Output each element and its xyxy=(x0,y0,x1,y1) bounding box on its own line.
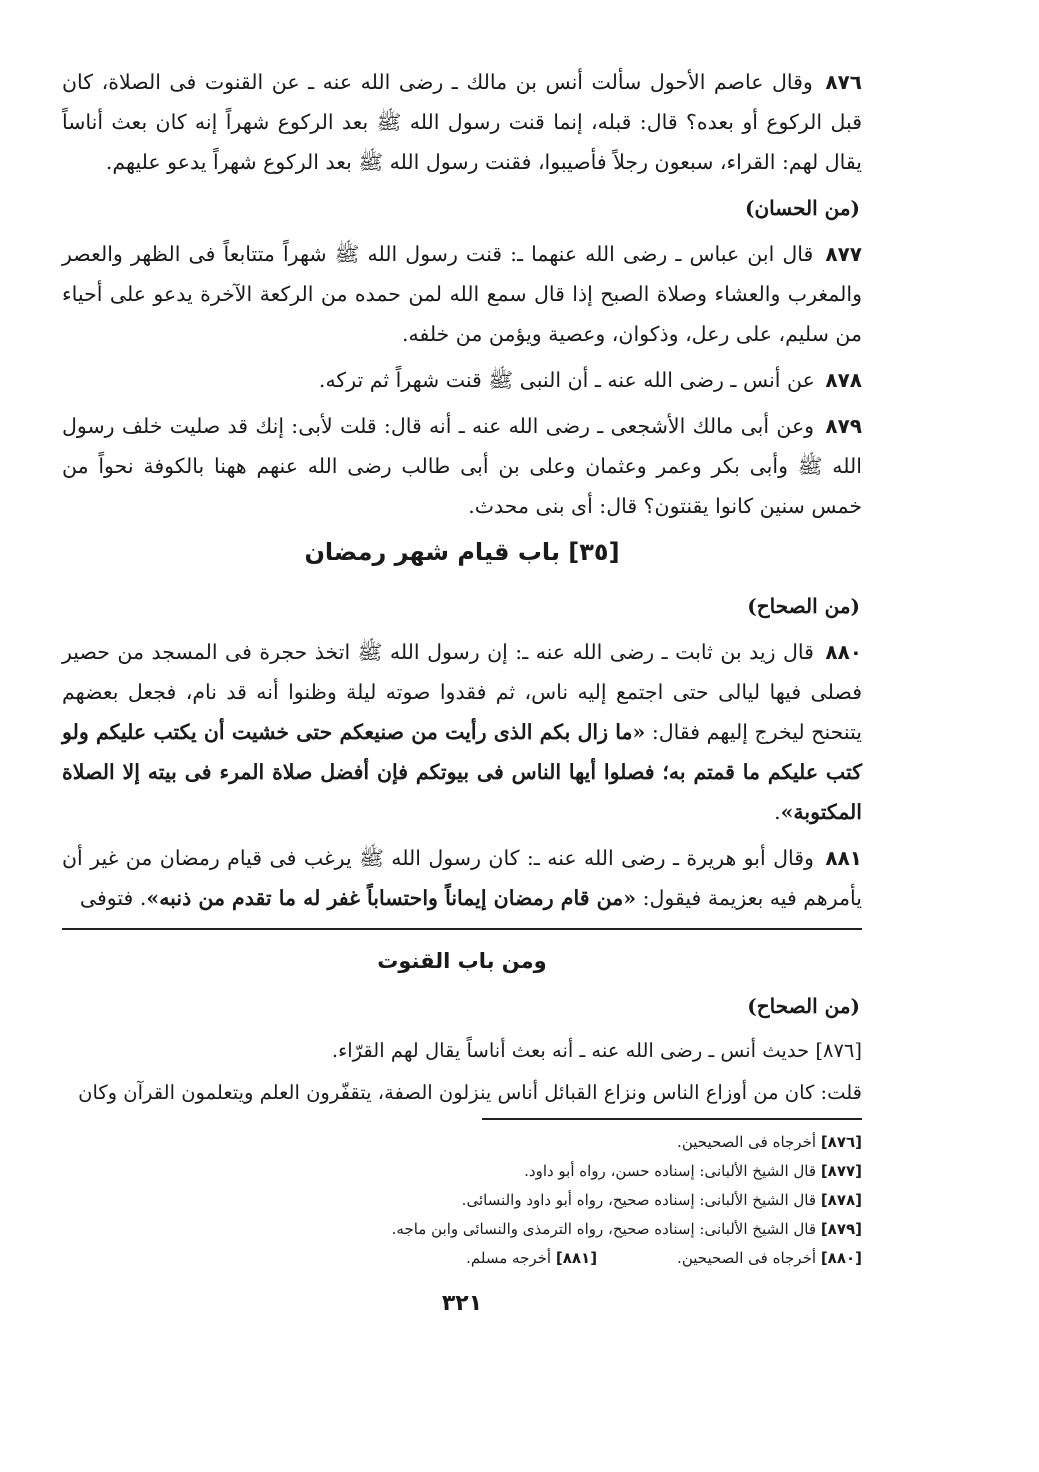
document-page xyxy=(62,62,862,1316)
footnote-text: أخرجه مسلم. xyxy=(466,1249,552,1267)
hadith-text: وقال عاصم الأحول سألت أنس بن مالك ـ رضى الله عنه ـ عن القنوت فى الصلاة، كان قبل الركوع أو بعده؟ قال: قبله، إنما قنت رسول الله ﷺ بعد الركوع شهراً إنه كان بعث أناساً يقال لهم: القراء، سبعون رجلاً فأصيبوا، فقنت رسول الله ﷺ بعد الركوع شهراً يدعو عليهم. xyxy=(62,70,862,174)
hadith-number: ٨٧٨ xyxy=(825,368,862,392)
hadith-text-end: . فتوفى xyxy=(79,886,147,910)
footnote xyxy=(62,1186,862,1215)
footnote-text: قال الشيخ الألبانى: إسناده صحيح، رواه أبو داود والنسائى. xyxy=(461,1191,817,1209)
hadith-879 xyxy=(62,406,862,526)
footnote-divider xyxy=(482,1118,862,1120)
footnote-pair xyxy=(62,1244,862,1273)
hadith-text: قال ابن عباس ـ رضى الله عنهما ـ: قنت رسول الله ﷺ شهراً متتابعاً فى الظهر والعصر والمغرب والعشاء وصلاة الصبح إذا قال سمع الله لمن حمده من الركعة الآخرة يدعو على أحياء من سليم، على رعل، وذكوان، وعصية ويؤمن من خلفه. xyxy=(62,242,862,346)
footnote-number: [٨٧٧] xyxy=(820,1162,862,1180)
hadith-quote: «من قام رمضان إيماناً واحتساباً غفر له ما تقدم من ذنبه» xyxy=(146,886,637,910)
footnote xyxy=(62,1215,862,1244)
hadith-number: ٨٧٧ xyxy=(825,242,862,266)
footnote xyxy=(62,1128,862,1157)
hadith-number: ٨٧٦ xyxy=(825,70,862,94)
hadith-876 xyxy=(62,62,862,182)
footnotes xyxy=(62,1128,862,1273)
footnote xyxy=(677,1244,862,1273)
section-source-hasan: (من الحسان) xyxy=(744,196,860,220)
footnote-number: [٨٧٩] xyxy=(820,1220,862,1238)
hadith-text: وقال أبو هريرة ـ رضى الله عنه ـ: كان رسول الله ﷺ يرغب فى قيام رمضان من غير أن يأمرهم فيه بعزيمة فيقول: xyxy=(62,846,862,910)
footnote xyxy=(466,1244,597,1273)
hadith-number: ٨٨٠ xyxy=(825,640,862,664)
commentary-heading: ومن باب القنوت xyxy=(377,949,547,973)
hadith-text: عن أنس ـ رضى الله عنه ـ أن النبى ﷺ قنت شهراً ثم تركه. xyxy=(318,368,815,392)
footnote-text: أخرجاه فى الصحيحين. xyxy=(677,1133,817,1151)
footnote-text: قال الشيخ الألبانى: إسناده حسن، رواه أبو داود. xyxy=(524,1162,817,1180)
hadith-text: وعن أبى مالك الأشجعى ـ رضى الله عنه ـ أنه قال: قلت لأبى: إنك قد صليت خلف رسول الله ﷺ وأبى بكر وعمر وعثمان وعلى بن أبى طالب رضى الله عنهم ههنا بالكوفة نحواً من خمس سنين كانوا يقنتون؟ قال: أى بنى محدث. xyxy=(62,414,862,518)
footnote-number: [٨٧٨] xyxy=(820,1191,862,1209)
hadith-text-end: . xyxy=(774,800,781,824)
divider-rule xyxy=(62,928,862,930)
footnote-number: [٨٧٦] xyxy=(820,1133,862,1151)
hadith-quote: «ما زال بكم الذى رأيت من صنيعكم حتى خشيت أن يكتب عليكم ولو كتب عليكم ما قمتم به؛ فصلوا أيها الناس فى بيوتكم فإن أفضل صلاة المرء فى بيته إلا الصلاة المكتوبة» xyxy=(62,720,862,824)
footnote-text: قال الشيخ الألبانى: إسناده صحيح، رواه الترمذى والنسائى وابن ماجه. xyxy=(391,1220,817,1238)
hadith-878 xyxy=(62,360,862,400)
commentary-source: (من الصحاح) xyxy=(747,994,860,1018)
hadith-880 xyxy=(62,632,862,832)
commentary-line: [٨٧٦] حديث أنس ـ رضى الله عنه ـ أنه بعث أناساً يقال لهم القرّاء. xyxy=(331,1039,862,1062)
commentary-line: قلت: كان من أوزاع الناس ونزاع القبائل أناس ينزلون الصفة، يتقفّرون العلم ويتعلمون القرآن وكان xyxy=(78,1081,862,1104)
hadith-881 xyxy=(62,838,862,918)
hadith-number: ٨٨١ xyxy=(825,846,862,870)
hadith-877 xyxy=(62,234,862,354)
section-source-sahih: (من الصحاح) xyxy=(747,594,860,618)
hadith-number: ٨٧٩ xyxy=(825,414,862,438)
hadith-text: قال زيد بن ثابت ـ رضى الله عنه ـ: إن رسول الله ﷺ اتخذ حجرة فى المسجد من حصير فصلى فيها ليالى حتى اجتمع إليه ناس، ثم فقدوا صوته ليلة وظنوا أنه قد نام، فجعل بعضهم يتنحنح ليخرج إليهم فقال: xyxy=(62,640,862,744)
footnote-text: أخرجاه فى الصحيحين. xyxy=(677,1249,817,1267)
footnote xyxy=(62,1157,862,1186)
footnote-number: [٨٨٠] xyxy=(820,1249,862,1267)
footnote-number: [٨٨١] xyxy=(555,1249,598,1267)
page-number: ٣٢١ xyxy=(441,1291,483,1316)
chapter-title: [٣٥] باب قيام شهر رمضان xyxy=(304,538,620,566)
